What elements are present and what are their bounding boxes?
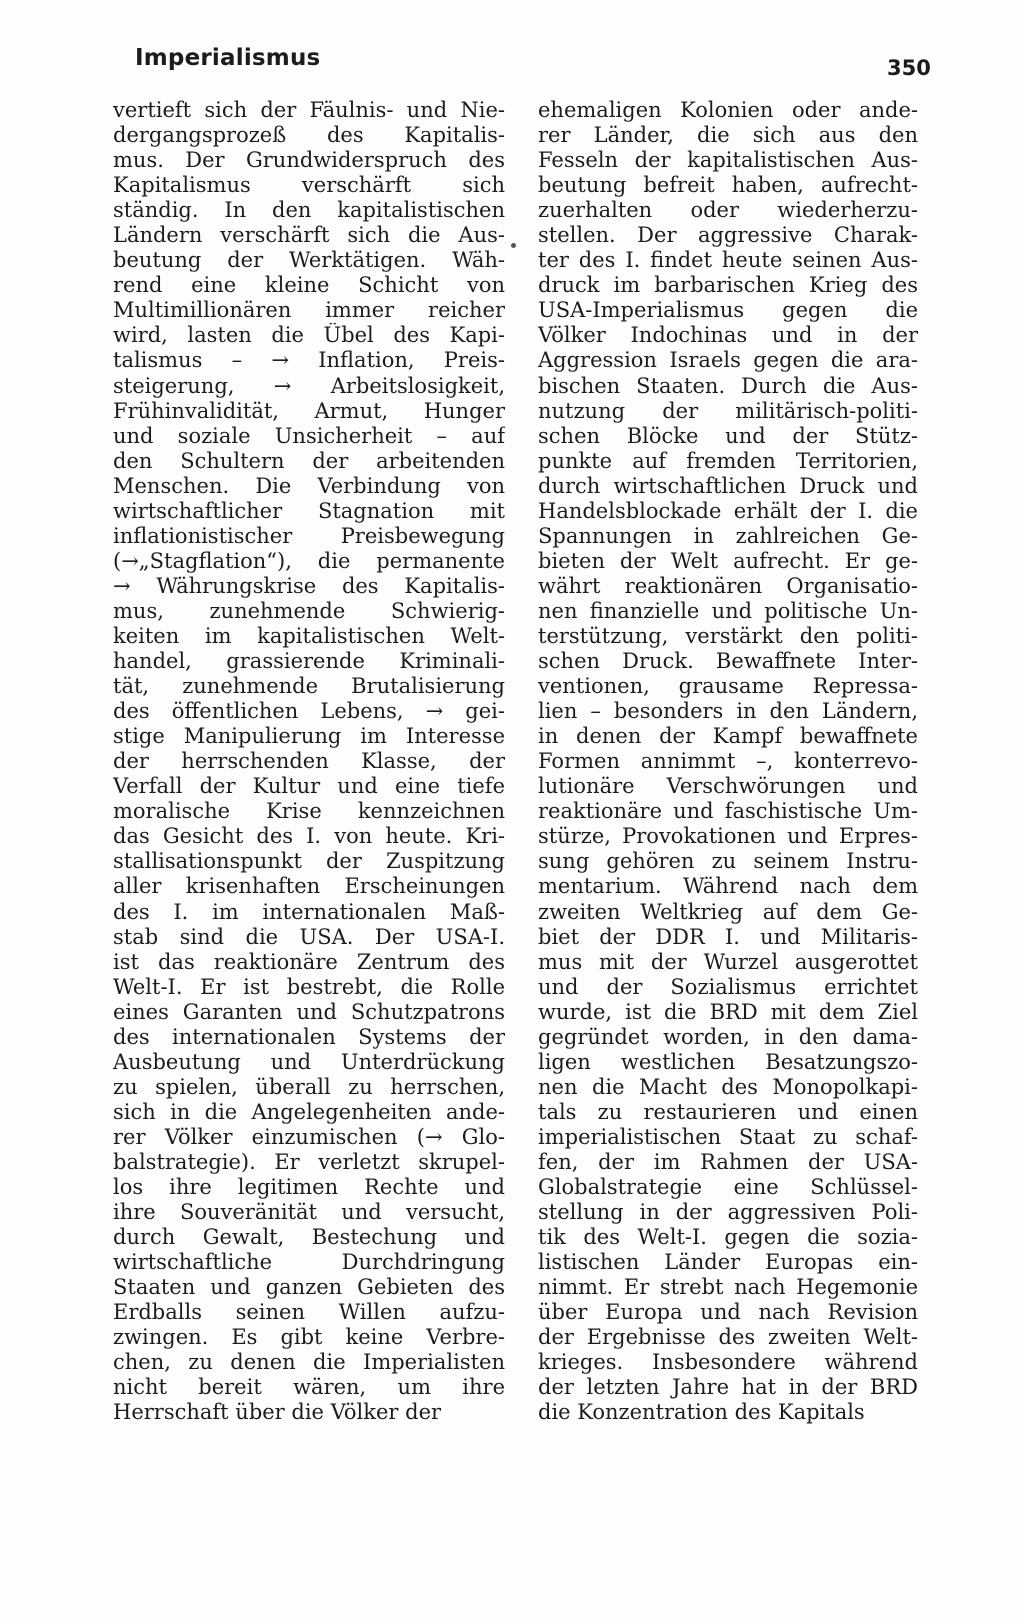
text-line: sung gehören zu seinem Instru- [538, 849, 918, 874]
page-number: 350 [887, 56, 931, 80]
text-line: wirtschaftliche Durchdringung [113, 1250, 505, 1275]
text-line: imperialistischen Staat zu schaf- [538, 1124, 918, 1149]
text-line: stellen. Der aggressive Charak- [538, 223, 918, 248]
text-line: rend eine kleine Schicht von [113, 273, 505, 298]
text-line: sich in die Angelegenheiten ande- [113, 1099, 505, 1124]
text-line: stürze, Provokationen und Erpres- [538, 824, 918, 849]
text-line: punkte auf fremden Territorien, [538, 448, 918, 473]
text-line: wird, lasten die Übel des Kapi- [113, 323, 505, 348]
text-line: mentarium. Während nach dem [538, 874, 918, 899]
text-line: bieten der Welt aufrecht. Er ge- [538, 548, 918, 573]
text-line: los ihre legitimen Rechte und [113, 1175, 505, 1200]
text-line: die Konzentration des Kapitals [538, 1400, 865, 1425]
text-line: Kapitalismus verschärft sich [113, 173, 505, 198]
text-line: mus mit der Wurzel ausgerottet [538, 949, 918, 974]
text-line: steigerung, → Arbeitslosigkeit, [113, 373, 505, 398]
text-line: handel, grassierende Kriminali- [113, 649, 505, 674]
text-line: rer Länder, die sich aus den [538, 123, 918, 148]
text-line: Völker Indochinas und in der [538, 323, 918, 348]
text-line: lutionäre Verschwörungen und [538, 774, 918, 799]
text-line: stab sind die USA. Der USA-I. [113, 924, 505, 949]
text-line: zweiten Weltkrieg auf dem Ge- [538, 899, 918, 924]
text-line: über Europa und nach Revision [538, 1300, 918, 1325]
text-line: keiten im kapitalistischen Welt- [113, 623, 505, 648]
text-line: (→„Stagflation“), die permanente [113, 548, 505, 573]
text-line: eines Garanten und Schutzpatrons [113, 999, 505, 1024]
text-line: zuerhalten oder wiederherzu- [538, 198, 918, 223]
text-line: und soziale Unsicherheit – auf [113, 423, 505, 448]
text-line: ihre Souveränität und versucht, [113, 1200, 505, 1225]
text-line: währt reaktionären Organisatio- [538, 573, 918, 598]
text-line: durch Gewalt, Bestechung und [113, 1225, 505, 1250]
text-line: stallisationspunkt der Zuspitzung [113, 849, 505, 874]
text-line: den Schultern der arbeitenden [113, 448, 505, 473]
text-line: Globalstrategie eine Schlüssel- [538, 1175, 918, 1200]
text-line: terstützung, verstärkt den politi- [538, 623, 918, 648]
text-line: listischen Länder Europas ein- [538, 1250, 918, 1275]
text-line: ist das reaktionäre Zentrum des [113, 949, 505, 974]
text-line: nen die Macht des Monopolkapi- [538, 1074, 918, 1099]
text-line: bischen Staaten. Durch die Aus- [538, 373, 918, 398]
text-line: nutzung der militärisch-politi- [538, 398, 918, 423]
text-line: Verfall der Kultur und eine tiefe [113, 774, 505, 799]
text-line: reaktionäre und faschistische Um- [538, 799, 918, 824]
text-line: wurde, ist die BRD mit dem Ziel [538, 999, 918, 1024]
text-line: tals zu restaurieren und einen [538, 1099, 918, 1124]
text-line: ter des I. findet heute seinen Aus- [538, 248, 918, 273]
text-line: Aggression Israels gegen die ara- [538, 348, 918, 373]
text-line: Welt-I. Er ist bestrebt, die Rolle [113, 974, 505, 999]
text-line: stellung in der aggressiven Poli- [538, 1200, 918, 1225]
text-line: Ausbeutung und Unterdrückung [113, 1049, 505, 1074]
text-line: Herrschaft über die Völker der [113, 1400, 442, 1425]
text-line: tät, zunehmende Brutalisierung [113, 674, 505, 699]
text-line: schen Blöcke und der Stütz- [538, 423, 918, 448]
text-line: chen, zu denen die Imperialisten [113, 1350, 505, 1375]
text-line: Erdballs seinen Willen aufzu- [113, 1300, 505, 1325]
text-line: beutung befreit haben, aufrecht- [538, 173, 918, 198]
text-line: tik des Welt-I. gegen die sozia- [538, 1225, 918, 1250]
text-line: wirtschaftlicher Stagnation mit [113, 498, 505, 523]
text-line: biet der DDR I. und Militaris- [538, 924, 918, 949]
text-line: nen finanzielle und politische Un- [538, 598, 918, 623]
text-line: Multimillionären immer reicher [113, 298, 505, 323]
text-line: schen Druck. Bewaffnete Inter- [538, 649, 918, 674]
text-line: ständig. In den kapitalistischen [113, 198, 505, 223]
running-head-title: Imperialismus [135, 45, 321, 71]
text-line: Menschen. Die Verbindung von [113, 473, 505, 498]
text-line: druck im barbarischen Krieg des [538, 273, 918, 298]
text-line: ehemaligen Kolonien oder ande- [538, 98, 918, 122]
text-line: dergangsprozeß des Kapitalis- [113, 123, 505, 148]
text-line: Handelsblockade erhält der I. die [538, 498, 918, 523]
text-line: mus. Der Grundwiderspruch des [113, 148, 505, 173]
text-line: Formen annimmt –, konterrevo- [538, 749, 918, 774]
text-line: mus, zunehmende Schwierig- [113, 598, 505, 623]
text-line: krieges. Insbesondere während [538, 1350, 918, 1375]
text-line: ventionen, grausame Repressa- [538, 674, 918, 699]
text-line: inflationistischer Preisbewegung [113, 523, 505, 548]
text-line: lien – besonders in den Ländern, [538, 699, 918, 724]
text-line: Spannungen in zahlreichen Ge- [538, 523, 918, 548]
text-line: des internationalen Systems der [113, 1024, 505, 1049]
text-line: talismus – → Inflation, Preis- [113, 348, 505, 373]
text-line: USA-Imperialismus gegen die [538, 298, 918, 323]
text-line: rer Völker einzumischen (→ Glo- [113, 1124, 505, 1149]
text-line: stige Manipulierung im Interesse [113, 724, 505, 749]
text-line: vertieft sich der Fäulnis- und Nie- [113, 98, 505, 122]
text-line: der letzten Jahre hat in der BRD [538, 1375, 918, 1400]
text-line: aller krisenhaften Erscheinungen [113, 874, 505, 899]
print-speck [511, 243, 516, 248]
text-line: Fesseln der kapitalistischen Aus- [538, 148, 918, 173]
text-line: fen, der im Rahmen der USA- [538, 1149, 918, 1174]
text-line: zwingen. Es gibt keine Verbre- [113, 1325, 505, 1350]
text-line: in denen der Kampf bewaffnete [538, 724, 918, 749]
text-line: durch wirtschaftlichen Druck und [538, 473, 918, 498]
text-line: Frühinvalidität, Armut, Hunger [113, 398, 505, 423]
text-line: Staaten und ganzen Gebieten des [113, 1275, 505, 1300]
right-text-column [538, 98, 918, 1425]
text-line: nimmt. Er strebt nach Hegemonie [538, 1275, 918, 1300]
text-line: das Gesicht des I. von heute. Kri- [113, 824, 505, 849]
text-line: Ländern verschärft sich die Aus- [113, 223, 505, 248]
text-line: gegründet worden, in den dama- [538, 1024, 918, 1049]
text-line: → Währungskrise des Kapitalis- [113, 573, 505, 598]
text-line: des I. im internationalen Maß- [113, 899, 505, 924]
text-line: balstrategie). Er verletzt skrupel- [113, 1149, 505, 1174]
text-line: des öffentlichen Lebens, → gei- [113, 699, 505, 724]
left-text-column [113, 98, 505, 1425]
text-line: zu spielen, überall zu herrschen, [113, 1074, 505, 1099]
text-line: der Ergebnisse des zweiten Welt- [538, 1325, 918, 1350]
text-line: ligen westlichen Besatzungszo- [538, 1049, 918, 1074]
text-line: der herrschenden Klasse, der [113, 749, 505, 774]
text-line: und der Sozialismus errichtet [538, 974, 918, 999]
text-line: nicht bereit wären, um ihre [113, 1375, 505, 1400]
text-line: moralische Krise kennzeichnen [113, 799, 505, 824]
text-line: beutung der Werktätigen. Wäh- [113, 248, 505, 273]
